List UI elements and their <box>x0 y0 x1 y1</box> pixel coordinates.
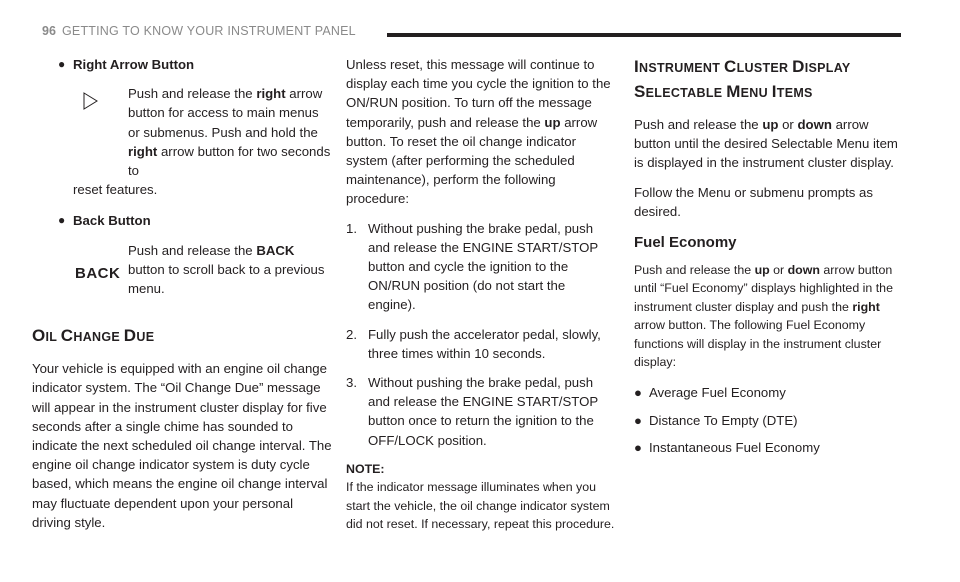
list-item: ● Average Fuel Economy <box>634 383 904 402</box>
right-arrow-text-3: arrow button for two seconds to <box>128 143 331 179</box>
note-label: NOTE: <box>346 461 385 476</box>
bullet-icon: ● <box>634 412 642 428</box>
bullet-icon: ● <box>58 213 66 228</box>
column-middle <box>346 55 616 533</box>
back-heading <box>58 211 331 230</box>
fuel-functions-list <box>634 383 904 457</box>
oil-change-due-paragraph: Your vehicle is equipped with an engine oil change indicator system. The “Oil Change Due” message will appear in the instrument cluster display for five seconds after a single chime has sounded to indicate the next scheduled oil change interval. The engine oil change indicator system is duty cycle based, which means the engine oil change interval may fluctuate dependent upon your personal driving style. <box>32 361 332 530</box>
column-right <box>634 55 904 463</box>
fuel-economy-heading: Fuel Economy <box>634 234 737 252</box>
keyword-right: right <box>852 299 880 314</box>
keyword-down: down <box>797 117 832 132</box>
selectable-menu-paragraph: Push and release the up or down arrow button until the desired Selectable Menu item is displayed in the instrument cluster display. <box>634 117 898 171</box>
oil-change-due-heading: OIL CHANGE DUE <box>32 326 155 346</box>
right-arrow-heading <box>58 55 331 74</box>
right-arrow-text-4: reset features. <box>73 182 158 198</box>
list-item: ● Instantaneous Fuel Economy <box>634 438 904 457</box>
reset-intro-paragraph: Unless reset, this message will continue to display each time you cycle the ignition to the ON/RUN position. To turn off the message temporarily, push and release the up arrow button. To reset the oil change indicator system (after performing the scheduled maintenance), perform the following procedure: <box>346 57 611 207</box>
right-arrow-icon <box>83 92 99 115</box>
right-arrow-text-2: arrow button for access to main menus or submenus. Push and hold the <box>128 86 323 140</box>
list-item: 1. Without pushing the brake pedal, push and release the ENGINE START/STOP button and cycle the ignition to the ON/RUN position (do not start the engine). <box>346 220 598 313</box>
header-rule <box>387 33 901 37</box>
back-text-2: button to scroll back to a previous menu. <box>128 261 325 297</box>
keyword-back: BACK <box>256 242 295 258</box>
back-text-1: Push and release the <box>128 242 257 258</box>
bullet-icon: ● <box>58 57 66 71</box>
keyword-right: right <box>256 86 286 102</box>
list-item: 2. Fully push the accelerator pedal, slowly, three times within 10 seconds. <box>346 326 601 361</box>
running-title: GETTING TO KNOW YOUR INSTRUMENT PANEL <box>62 24 356 38</box>
back-title: Back Button <box>73 213 151 229</box>
fuel-economy-paragraph: Push and release the up or down arrow button until “Fuel Economy” displays highlighted in the instrument cluster display and push the right arrow button. The following Fuel Economy functions will display in the instrument cluster display: <box>634 263 893 370</box>
back-icon: BACK <box>75 264 121 282</box>
bullet-icon: ● <box>634 439 642 455</box>
list-item: ● Distance To Empty (DTE) <box>634 411 904 430</box>
selectable-menu-heading: INSTRUMENT CLUSTER DISPLAY SELECTABLE MENU ITEMS <box>634 57 851 101</box>
back-block <box>73 241 331 299</box>
keyword-up: up <box>762 117 779 132</box>
reset-steps-list <box>346 219 616 450</box>
keyword-down: down <box>787 263 820 278</box>
right-arrow-title: Right Arrow Button <box>73 57 195 72</box>
keyword-up: up <box>544 114 561 130</box>
menu-prompts-paragraph: Follow the Menu or submenu prompts as desired. <box>634 184 873 219</box>
list-item: 3. Without pushing the brake pedal, push and release the ENGINE START/STOP button once to return the ignition to the OFF/LOCK position. <box>346 375 598 448</box>
page-header <box>42 24 904 42</box>
right-arrow-block <box>73 84 331 180</box>
column-left <box>32 55 332 532</box>
keyword-up: up <box>754 263 770 278</box>
right-arrow-text-1: Push and release the <box>128 86 257 102</box>
bullet-icon: ● <box>634 385 642 401</box>
keyword-right: right <box>128 143 158 159</box>
note-text: If the indicator message illuminates when you start the vehicle, the oil change indicator system did not reset. If necessary, repeat this procedure. <box>346 480 615 532</box>
page-number: 96 <box>42 24 56 38</box>
